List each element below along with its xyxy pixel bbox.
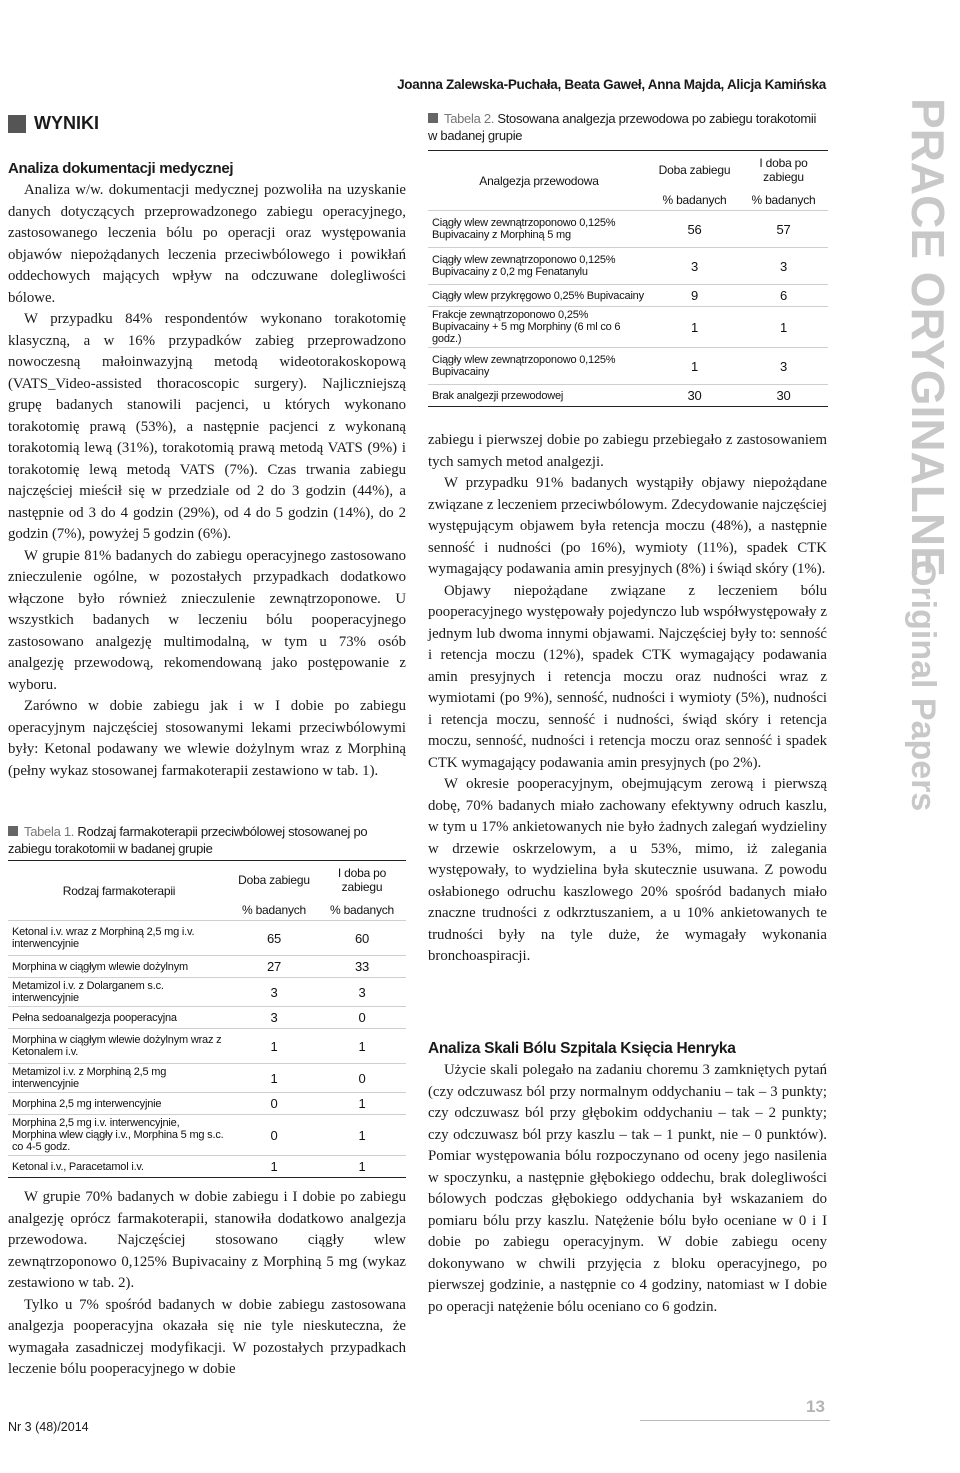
table-row [8, 956, 406, 978]
table2-row-day0: 9 [650, 285, 739, 307]
table2-header-type: Analgezja przewodowa [428, 151, 650, 211]
left-column [8, 180, 406, 782]
footer-page-number: 13 [806, 1397, 825, 1416]
table1-row-day1: 33 [318, 956, 406, 978]
table2-label: Tabela 2. [444, 111, 495, 126]
table1-caption-text: Rodzaj farmakoterapii przeciwbólowej stosowanej po zabiegu torakotomii w badanej grupie [8, 824, 368, 856]
table1-row-day1: 1 [318, 1115, 406, 1156]
table2-header-day0: Doba zabiegu [650, 151, 739, 190]
table2-subheader-day1: % badanych [739, 189, 828, 211]
table1-row-name: Ketonal i.v. wraz z Morphiną 2,5 mg i.v. interwencyjnie [8, 921, 230, 956]
left-paragraph: W grupie 70% badanych w dobie zabiegu i I dobie po zabiegu analgezję oprócz farmakoterapii, stanowiła dodatkowo analgezja przewodowa. Najczęściej stosowano ciągły wlew zewnątrzoponowo 0,125% Bupivacainy z Morphiną 5 mg (wykaz zestawiono w tab. 2). [8, 1189, 406, 1291]
table1-row-day1: 1 [318, 1029, 406, 1064]
footer-divider [640, 1420, 830, 1421]
table1-row-day1: 3 [318, 978, 406, 1007]
table-row [8, 921, 406, 956]
table1-row-name: Metamizol i.v. z Morphiną 2,5 mg interwencyjnie [8, 1064, 230, 1093]
table-row [428, 307, 828, 348]
section-heading [8, 113, 99, 134]
table1-row-name: Morphina 2,5 mg interwencyjnie [8, 1093, 230, 1115]
right-column-bottom [428, 1060, 827, 1318]
right-paragraph: W przypadku 91% badanych wystąpiły objawy niepożądane związane z leczeniem przeciwbólowym. Zdecydowanie najczęściej występującym objawem była retencja moczu (48%), a następnie senność i nudności (po 16%), wymioty (11%), spadek CTK wymagający podawania amin presyjnych (8%) i świąd skóry (1%). [428, 475, 827, 577]
table2-row-day0: 3 [650, 248, 739, 285]
caption-square-icon [8, 826, 18, 836]
table2-row-day0: 56 [650, 211, 739, 248]
table1-row-name: Ketonal i.v., Paracetamol i.v. [8, 1156, 230, 1178]
table-row [8, 1064, 406, 1093]
table1-row-name: Morphina w ciągłym wlewie dożylnym wraz z Ketonalem i.v. [8, 1029, 230, 1064]
table1 [8, 860, 406, 1178]
table1-header-day1: I doba po zabiegu [318, 861, 406, 900]
table2-row-name: Frakcje zewnątrzoponowo 0,25% Bupivacainy + 5 mg Morphiny (6 ml co 6 godz.) [428, 307, 650, 348]
table1-row-day0: 1 [230, 1029, 318, 1064]
table1-caption [8, 823, 408, 857]
table2-row-day1: 1 [739, 307, 828, 348]
table2-row-day1: 30 [739, 385, 828, 407]
table2-caption-text: Stosowana analgezja przewodowa po zabiegu torakotomii w badanej grupie [428, 111, 817, 143]
side-text-1: PRACE ORYGINALNE [902, 98, 954, 577]
table2 [428, 150, 828, 407]
table-row [428, 248, 828, 285]
table2-header-day1: I doba po zabiegu [739, 151, 828, 190]
table-row [8, 1115, 406, 1156]
table1-row-day0: 27 [230, 956, 318, 978]
footer-issue: Nr 3 (48)/2014 [8, 1420, 89, 1434]
table2-row-day1: 3 [739, 248, 828, 285]
table-row [428, 211, 828, 248]
table1-row-name: Pełna sedoanalgezja pooperacyjna [8, 1007, 230, 1029]
left-paragraph: W przypadku 84% respondentów wykonano torakotomię klasyczną, a w 16% przypadków zabieg przeprowadzono nowoczesną małoinwazyjną metodą wideotorakoskopową (VATS_Video-assisted thoracoscopic surgery). Najliczniejszą grupę badanych stanowili pacjenci, u których wykonano torakotomię prawą (53%), a następnie pacjenci z wykonaną torakotomią lewą (31%), torakotomią prawą metodą VATS (9%) i torakotomię lewą metodą VATS (7%). Czas trwania zabiegu najczęściej mieścił się w przedziale od 2 do 3 godzin (44%), a następnie od 3 do 4 godzin (29%), od 4 do 5 godzin (14%), do 2 godzin (7%), powyżej 5 godzin (6%). [8, 311, 406, 542]
table1-row-name: Morphina 2,5 mg i.v. interwencyjnie, Morphina wlew ciągły i.v., Morphina 5 mg s.c. co 4-5 godz. [8, 1115, 230, 1156]
table1-row-day1: 1 [318, 1093, 406, 1115]
table2-row-name: Ciągły wlew zewnątrzoponowo 0,125% Bupivacainy z 0,2 mg Fenatanylu [428, 248, 650, 285]
right-paragraph: Objawy niepożądane związane z leczeniem bólu pooperacyjnego występowały pojedynczo lub współwystępowały z jednym lub dwoma innymi objawami. Najczęściej były to: senność i retencja moczu (12%), spadek CTK wymagający podawania amin presyjnych i retencja moczu oraz nudności wraz z wymiotami (po 9%), senność, nudności i wymioty (5%), nudności i retencja moczu, senność i nudności, świąd skóry i retencja moczu, senność, nudności i retencja moczu oraz senność i spadek CTK wymagający podawania amin presyjnych (po 2%). [428, 582, 827, 771]
table1-subheader-day1: % badanych [318, 899, 406, 921]
table1-row-day0: 3 [230, 1007, 318, 1029]
table1-row-day1: 0 [318, 1064, 406, 1093]
table1-row-name: Morphina w ciągłym wlewie dożylnym [8, 956, 230, 978]
table-row [8, 1093, 406, 1115]
table2-subheader-day0: % badanych [650, 189, 739, 211]
table1-row-day0: 0 [230, 1115, 318, 1156]
table-row [8, 978, 406, 1007]
table-row [8, 1156, 406, 1178]
caption-square-icon [428, 113, 438, 123]
authors-header: Joanna Zalewska-Puchała, Beata Gaweł, Anna Majda, Alicja Kamińska [397, 77, 826, 92]
table1-row-day0: 1 [230, 1064, 318, 1093]
right-column [428, 430, 827, 968]
table2-row-name: Ciągły wlew zewnątrzoponowo 0,125% Bupivacainy z Morphiną 5 mg [428, 211, 650, 248]
right-paragraph: W okresie pooperacyjnym, obejmującym zerową i pierwszą dobę, 70% badanych miało zachowany efektywny odruch kaszlu, w tym u 17% ankietowanych nie było żadnych zalegań wydzieliny w drzewie oskrzelowym, a u 53%, mimo, iż zalegania występowały, to wydzielina była skutecznie usuwana. Z powodu osłabionego odruchu kaszlowego 20% spośród badanych miało znaczne trudności z odkrztuszaniem, a u 10% ankietowanych te trudności były na tyle duże, że wymagały wykonania bronchoaspiracji. [428, 776, 827, 964]
table2-row-name: Ciągły wlew przykręgowo 0,25% Bupivacainy [428, 285, 650, 307]
table2-row-day0: 1 [650, 348, 739, 385]
table1-row-day0: 1 [230, 1156, 318, 1178]
table1-row-day1: 1 [318, 1156, 406, 1178]
table1-row-day1: 60 [318, 921, 406, 956]
table-row [8, 1007, 406, 1029]
section-square-icon [8, 115, 26, 133]
table2-row-day1: 57 [739, 211, 828, 248]
table1-header-type: Rodzaj farmakoterapii [8, 861, 230, 921]
table2-row-day1: 6 [739, 285, 828, 307]
side-text-2: Original Papers [904, 560, 942, 812]
table2-row-day0: 30 [650, 385, 739, 407]
right-paragraph: Użycie skali polegało na zadaniu choremu 3 zamkniętych pytań (czy odczuwasz ból przy normalnym oddychaniu – tak – 3 punkty; czy odczuwasz ból przy głębokim oddychaniu – tak – 2 punkty; czy odczuwasz ból przy kaszlu – tak – 1 punkt, nie – 0 punktów). Pomiar występowania bólu rozpoczynano od oceny jego nasilenia w spoczynku, a następnie głębokiego oddechu, brak dolegliwości bólowych podczas głębokiego oddychania był wskazaniem do pomiaru bólu przy kaszlu. Natężenie bólu było oceniane w 0 i I dobie po zabiegu operacyjnym. W dobie zabiegu oceny dokonywano w chwili przyjęcia z bloku operacyjnego, po pierwszej godzinie, a następnie co 4 godziny, natomiast w I dobie po operacji natężenie bólu oceniano co 6 godzin. [428, 1062, 827, 1315]
table2-row-name: Brak analgezji przewodowej [428, 385, 650, 407]
left-paragraph: W grupie 81% badanych do zabiegu operacyjnego zastosowano znieczulenie ogólne, w pozostałych przypadkach dodatkowo włączone było również znieczulenie zewnątrzoponowe. U wszystkich badanych w leczeniu bólu pooperacyjnego zastosowano analgezję multimodalną, w tym u 73% osób analgezję przewodową, rekomendowaną jako postępowanie z wyboru. [8, 547, 406, 693]
table1-header-day0: Doba zabiegu [230, 861, 318, 900]
left-paragraph: Zarówno w dobie zabiegu jak i w I dobie po zabiegu operacyjnym najczęściej stosowanymi lekami przeciwbólowymi były: Ketonal podawany we wlewie dożylnym wraz z Morphiną (pełny wykaz stosowanej farmakoterapii zestawiono w tab. 1). [8, 698, 406, 779]
section-title: WYNIKI [34, 113, 99, 133]
table1-row-day0: 0 [230, 1093, 318, 1115]
table-row [428, 285, 828, 307]
left-paragraph: Tylko u 7% spośród badanych w dobie zabiegu zastosowana analgezja pooperacyjna okazała się nie tyle nieskuteczna, że wymagała zasadniczej modyfikacji. W pozostałych przypadkach leczenie bólu pooperacyjnego w dobie [8, 1296, 406, 1377]
table1-row-day0: 3 [230, 978, 318, 1007]
left-paragraph: Analiza w/w. dokumentacji medycznej pozwoliła na uzyskanie danych dotyczących przeprowadzonego zabiegu operacyjnego, zastosowanego leczenia bólu po operacji oraz występowania objawów niepożądanych leczenia przeciwbólowego i powikłań oddechowych mających wpływ na odczuwane dolegliwości bólowe. [8, 182, 406, 306]
side-label-original-papers [848, 560, 948, 920]
table1-row-day1: 0 [318, 1007, 406, 1029]
table1-subheader-day0: % badanych [230, 899, 318, 921]
table-row [8, 1029, 406, 1064]
table2-caption [428, 110, 828, 144]
table2-row-name: Ciągły wlew zewnątrzoponowo 0,125% Bupivacainy [428, 348, 650, 385]
right-paragraph: zabiegu i pierwszej dobie po zabiegu przebiegało z zastosowaniem tych samych metod analgezji. [428, 432, 827, 470]
right-subheading: Analiza Skali Bólu Szpitala Księcia Henryka [428, 1040, 736, 1057]
table-row [428, 385, 828, 407]
table2-row-day1: 3 [739, 348, 828, 385]
table1-row-day0: 65 [230, 921, 318, 956]
table2-row-day0: 1 [650, 307, 739, 348]
table1-label: Tabela 1. [24, 824, 75, 839]
table-row [428, 348, 828, 385]
left-subheading: Analiza dokumentacji medycznej [8, 160, 234, 177]
table1-row-name: Metamizol i.v. z Dolarganem s.c. interwencyjnie [8, 978, 230, 1007]
left-column-bottom [8, 1187, 406, 1381]
